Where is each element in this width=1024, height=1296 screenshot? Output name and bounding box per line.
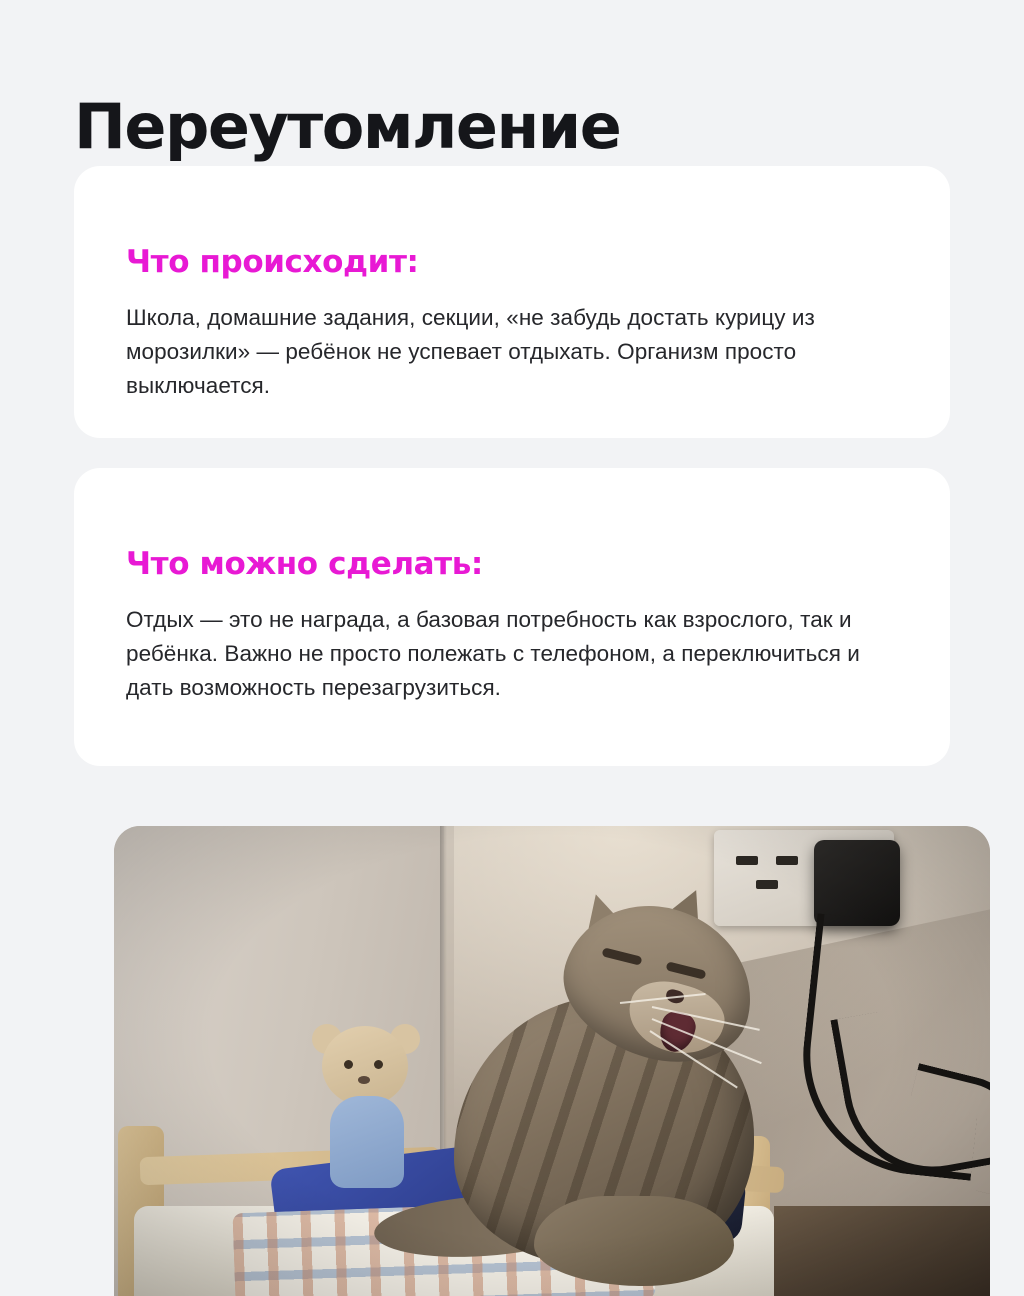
- card-heading: Что происходит:: [126, 243, 419, 280]
- cat: [414, 866, 814, 1286]
- photo-cat-on-bed: [114, 826, 990, 1296]
- floor: [774, 1206, 990, 1296]
- photo-scene: [114, 826, 990, 1296]
- cat-leg: [534, 1196, 734, 1286]
- power-plug-icon: [814, 840, 900, 926]
- card-body-text: Школа, домашние задания, секции, «не забудь достать курицу из морозилки» — ребёнок не успевает отдыхать. Организм просто выключается.: [126, 304, 815, 398]
- card-what-happens: [74, 166, 950, 438]
- card-heading: Что можно сделать:: [126, 545, 483, 582]
- teddy-bear: [314, 1026, 424, 1186]
- page-title: Переутомление: [74, 89, 621, 163]
- card-what-to-do: [74, 468, 950, 766]
- card-body-text: Отдых — это не награда, а базовая потребность как взрослого, так и ребёнка. Важно не просто полежать с телефоном, а переключиться и дать возможность перезагрузиться.: [126, 606, 860, 700]
